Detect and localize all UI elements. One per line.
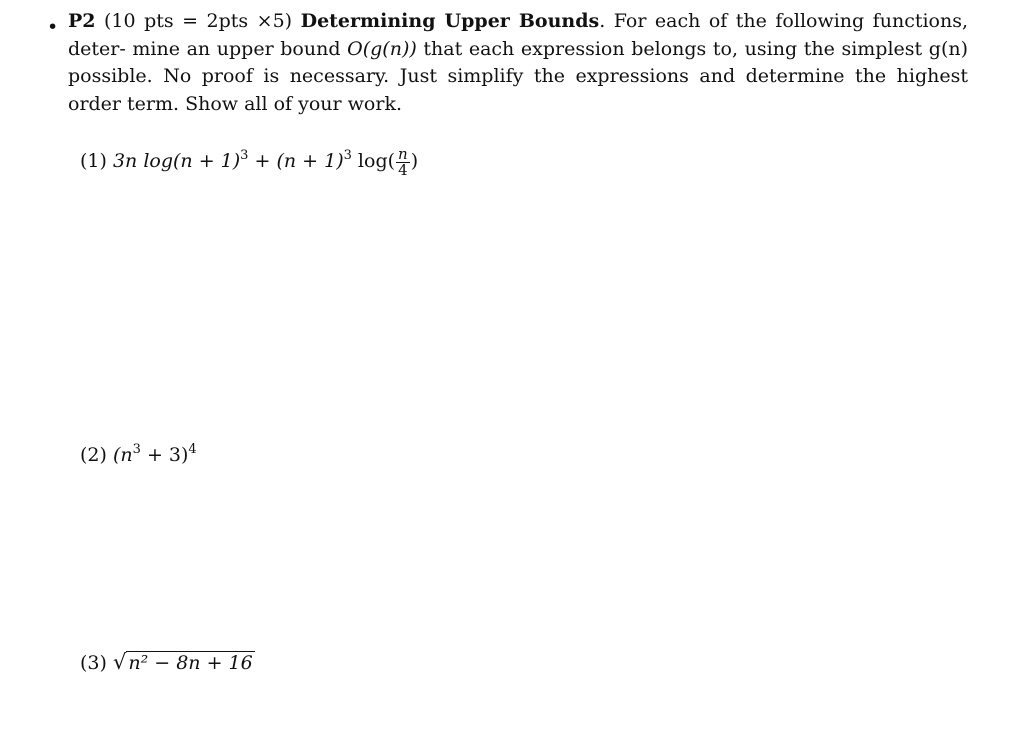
square-root-symbol: √ — [112, 650, 127, 674]
fraction-denominator: 4 — [398, 160, 408, 179]
problem-label: P2 — [68, 10, 96, 32]
big-o-notation: O(g(n)) — [347, 37, 417, 60]
fraction — [396, 144, 410, 179]
problem-intro-part1: . For each of the following functions, deter- mine an upper bound — [68, 10, 969, 60]
problem-statement — [68, 8, 968, 118]
item-label: (1) — [80, 150, 107, 172]
problem-points: (10 pts = 2pts ×5) — [104, 10, 293, 32]
exponent: 3 — [240, 148, 249, 163]
expression-item-1 — [80, 142, 418, 178]
expression-part: ) — [410, 150, 419, 172]
item-label: (2) — [80, 444, 107, 466]
expression-item-3 — [80, 648, 255, 677]
expression-part: log( — [351, 150, 396, 172]
exponent: 3 — [132, 442, 141, 457]
expression-part: 3n log(n + 1) — [112, 150, 241, 172]
problem-title: Determining Upper Bounds — [300, 10, 600, 32]
exponent: 3 — [343, 148, 352, 163]
fraction-numerator: n — [398, 144, 408, 163]
radicand: n² − 8n + 16 — [128, 652, 253, 674]
expression-part: (n — [112, 444, 133, 466]
problem-intro-part2: that each expression belongs to, using the simplest g(n) possible. No proof is necessary. Just simplify the expressions and determine the highest order term. Show all of your work. — [68, 37, 969, 115]
item-label: (3) — [80, 652, 107, 674]
exponent: 4 — [188, 442, 197, 457]
expression-item-2 — [80, 436, 197, 469]
expression-part: + (n + 1) — [248, 150, 344, 172]
bullet-point: • — [47, 16, 59, 38]
expression-part: + 3) — [140, 444, 189, 466]
